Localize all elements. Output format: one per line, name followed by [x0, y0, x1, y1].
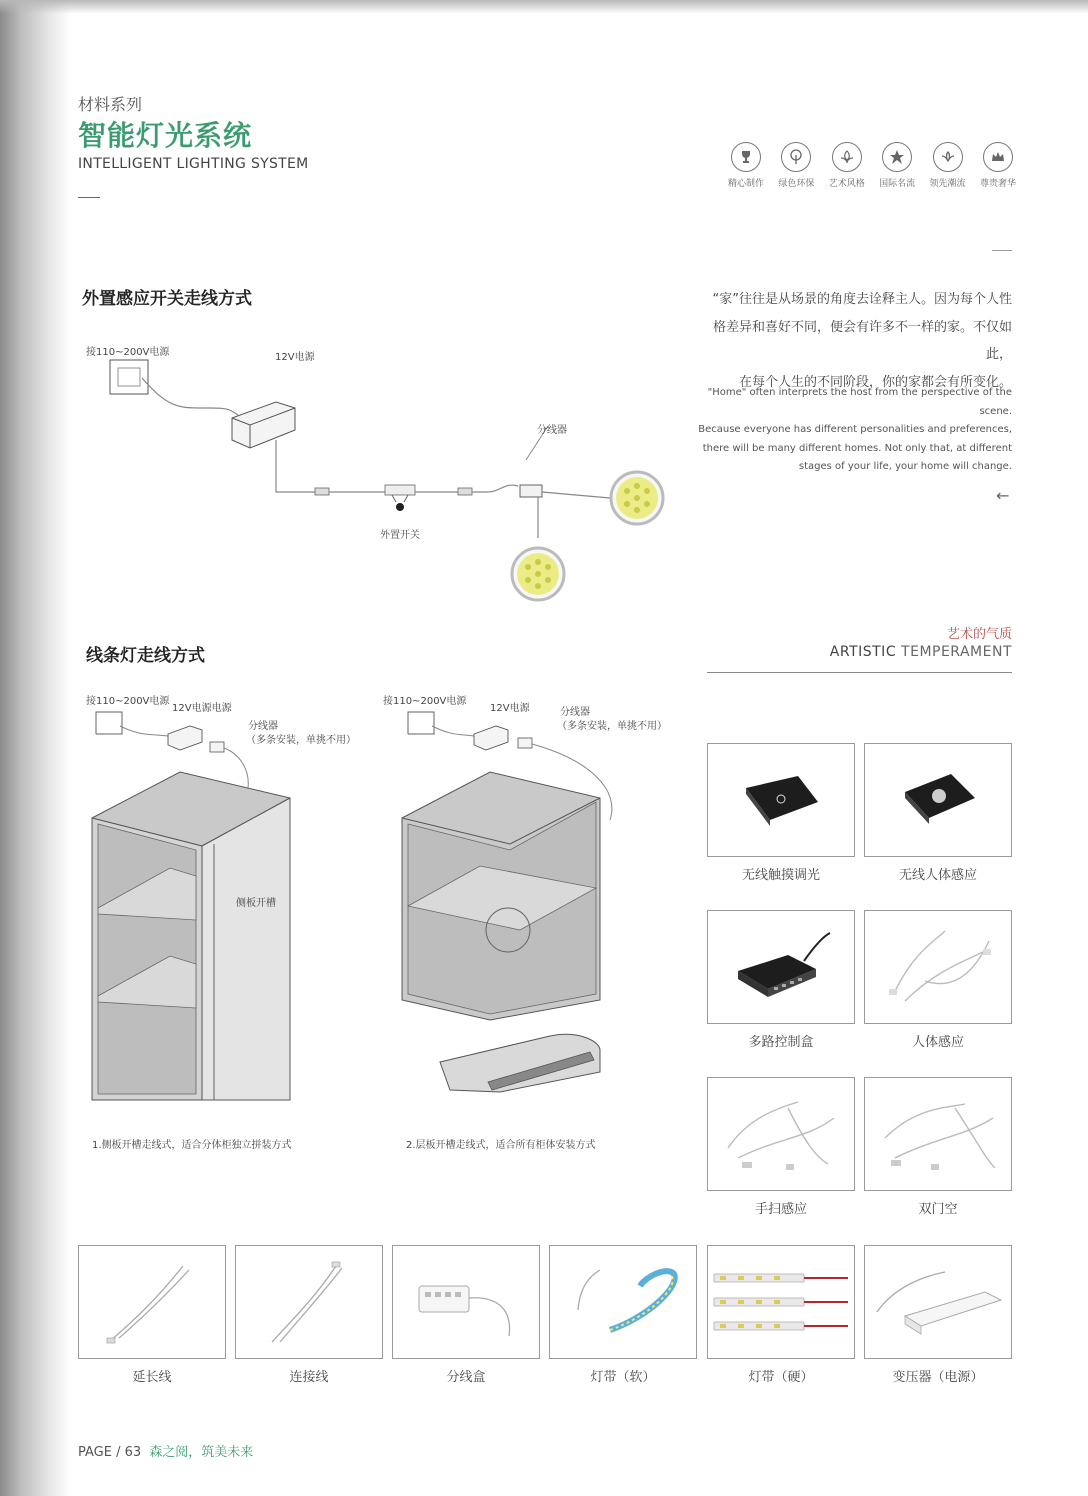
leaf-icon: [832, 142, 862, 172]
left-label-splitter-note: （多条安装，单挑不用）: [246, 735, 356, 746]
artistic-divider: [707, 672, 1012, 673]
feature-item: [823, 142, 871, 192]
feature-icons: [722, 142, 1022, 192]
left-label-splitter: 分线器: [248, 721, 278, 732]
product-image-body-sensor: [864, 910, 1012, 1024]
feature-label: 绿色环保: [778, 179, 815, 189]
product-image-hand-sweep-sensor: [707, 1077, 855, 1191]
product-label: 多路控制盒: [748, 1035, 814, 1050]
feature-item: [772, 142, 820, 192]
quote-divider: [992, 250, 1012, 251]
left-caption: 1.侧板开槽走线式，适合分体柜独立拼装方式: [92, 1140, 292, 1151]
crown-icon: [983, 142, 1013, 172]
feature-label: 艺术风格: [828, 179, 865, 189]
section2-title: 线条灯走线方式: [86, 646, 205, 666]
artistic-title-en: [760, 644, 1012, 660]
quote-cn-line: 格差异和喜好不同，便会有许多不一样的家。不仅如此，: [712, 319, 1012, 362]
product-image-rigid-led-strip: [707, 1245, 855, 1359]
label-splitter: 分线器: [537, 425, 567, 436]
product-image-touch-dimmer: [707, 743, 855, 857]
right-caption: 2.层板开槽走线式，适合所有柜体安装方式: [406, 1140, 596, 1151]
series-label: 材料系列: [78, 95, 143, 114]
quote-cn: [690, 286, 1012, 396]
star-icon: [882, 142, 912, 172]
right-label-splitter: 分线器: [560, 707, 590, 718]
product-image-double-door-sensor: [864, 1077, 1012, 1191]
quote-en-line: "Home" often interprets the host from the perspective of the scene.: [707, 387, 1012, 417]
product-label: 分线盒: [446, 1370, 486, 1385]
product-label: 延长线: [132, 1370, 172, 1385]
product-label: 双门空: [918, 1202, 958, 1217]
left-label-groove: 侧板开槽: [236, 898, 276, 909]
label-mains: 接110~200V电源: [86, 347, 170, 358]
section1-title: 外置感应开关走线方式: [82, 289, 252, 309]
product-label: 人体感应: [911, 1035, 964, 1050]
quote-cn-line: “家”往往是从场景的角度去诠释主人。因为每个人性: [712, 292, 1012, 307]
artistic-en-b: TEMPERAMENT: [901, 644, 1012, 660]
footer-slogan: 森之阅，筑美未来: [149, 1445, 254, 1460]
product-image-motion-sensor: [864, 743, 1012, 857]
right-label-splitter-note: （多条安装，单挑不用）: [557, 721, 667, 732]
product-label: 连接线: [289, 1370, 329, 1385]
product-label: 无线人体感应: [898, 868, 977, 883]
product-label: 变压器（电源）: [892, 1370, 984, 1385]
right-label-power: 12V电源: [490, 703, 530, 714]
quote-en-line: stages of your life, your home will change.: [798, 461, 1012, 472]
trophy-icon: [731, 142, 761, 172]
page-subtitle: INTELLIGENT LIGHTING SYSTEM: [78, 156, 309, 172]
feature-item: [722, 142, 770, 192]
left-label-mains: 接110~200V电源: [86, 696, 170, 707]
page-footer: [78, 1441, 253, 1460]
strip-light-wiring-diagram: [80, 690, 680, 1130]
feature-label: 尊贵奢华: [979, 179, 1016, 189]
left-label-power: 12V电源电源: [172, 703, 232, 714]
product-label: 灯带（硬）: [748, 1370, 814, 1385]
quote-cn-line: 在每个人生的不同阶段，你的家都会有所变化。: [738, 374, 1012, 390]
feature-label: 领先潮流: [929, 179, 966, 189]
label-12v-power: 12V电源: [275, 352, 315, 363]
splitter: [520, 485, 542, 497]
wall-socket: [110, 360, 148, 394]
product-label: 手扫感应: [754, 1202, 807, 1217]
feature-item: [974, 142, 1022, 192]
page-binding-shadow: [0, 0, 70, 1496]
right-label-mains: 接110~200V电源: [383, 696, 467, 707]
quote-en: [690, 384, 1012, 477]
product-image-connector-cable: [235, 1245, 383, 1359]
page-top-shadow: [0, 0, 1088, 14]
product-image-transformer: [864, 1245, 1012, 1359]
tree-icon: [781, 142, 811, 172]
feature-label: 国际名流: [879, 179, 916, 189]
product-label: 灯带（软）: [590, 1370, 656, 1385]
quote-en-line: there will be many different homes. Not only that, at different: [702, 442, 1012, 454]
product-image-extension-cable: [78, 1245, 226, 1359]
label-external-switch: 外置开关: [380, 530, 420, 541]
page-number: PAGE / 63: [78, 1445, 142, 1460]
product-image-junction-box: [392, 1245, 540, 1359]
product-label: 无线触摸调光: [741, 868, 820, 883]
artistic-title-cn: 艺术的气质: [946, 627, 1012, 642]
feature-label: 精心制作: [727, 179, 764, 189]
product-image-control-box: [707, 910, 855, 1024]
title-divider: [78, 197, 100, 198]
arrow-left-icon: ←: [996, 486, 1010, 505]
product-image-soft-led-strip: [549, 1245, 697, 1359]
lotus-icon: [933, 142, 963, 172]
artistic-en-a: ARTISTIC: [829, 644, 897, 660]
quote-en-line: Because everyone has different personalities and preferences,: [698, 424, 1012, 435]
power-adapter: [232, 402, 295, 448]
external-switch: [396, 503, 404, 511]
feature-item: [924, 142, 972, 192]
external-switch-wiring-diagram: [80, 330, 680, 610]
page-title: 智能灯光系统: [78, 119, 253, 152]
feature-item: [873, 142, 921, 192]
